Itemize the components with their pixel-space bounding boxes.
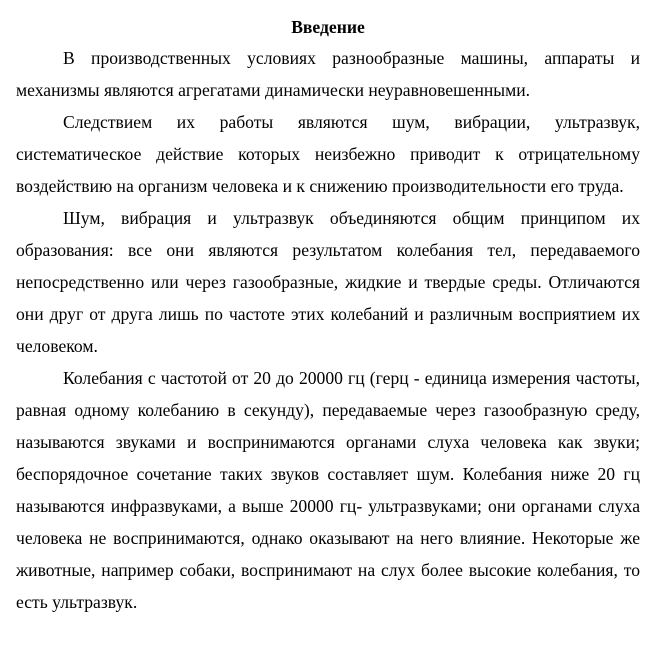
paragraph-2: Следствием их работы являются шум, вибрации, ультразвук, систематическое действие которых неизбежно приводит к отрицательному воздействию на организм человека и к снижению производительности его труда. xyxy=(16,112,640,196)
paragraph-1: В производственных условиях разнообразные машины, аппараты и механизмы являются агрегатами динамически неуравновешенными. xyxy=(16,48,640,100)
document-page xyxy=(16,14,640,618)
paragraph-4: Колебания с частотой от 20 до 20000 гц (герц - единица измерения частоты, равная одному колебанию в секунду), передаваемые через газообразную среду, называются звуками и воспринимаются органами слуха человека как звуки; беспорядочное сочетание таких звуков составляет шум. Колебания ниже 20 гц называются инфразвуками, а выше 20000 гц- ультразвуками; они органами слуха человека не воспринимаются, однако оказывают на него влияние. Некоторые же животные, например собаки, воспринимают на слух более высокие колебания, то есть ультразвук. xyxy=(16,368,640,612)
paragraph-3: Шум, вибрация и ультразвук объединяются общим принципом их образования: все они являются результатом колебания тел, передаваемого непосредственно или через газообразные, жидкие и твердые среды. Отличаются они друг от друга лишь по частоте этих колебаний и различным восприятием их человеком. xyxy=(16,208,640,356)
page-title: Введение xyxy=(291,17,365,37)
